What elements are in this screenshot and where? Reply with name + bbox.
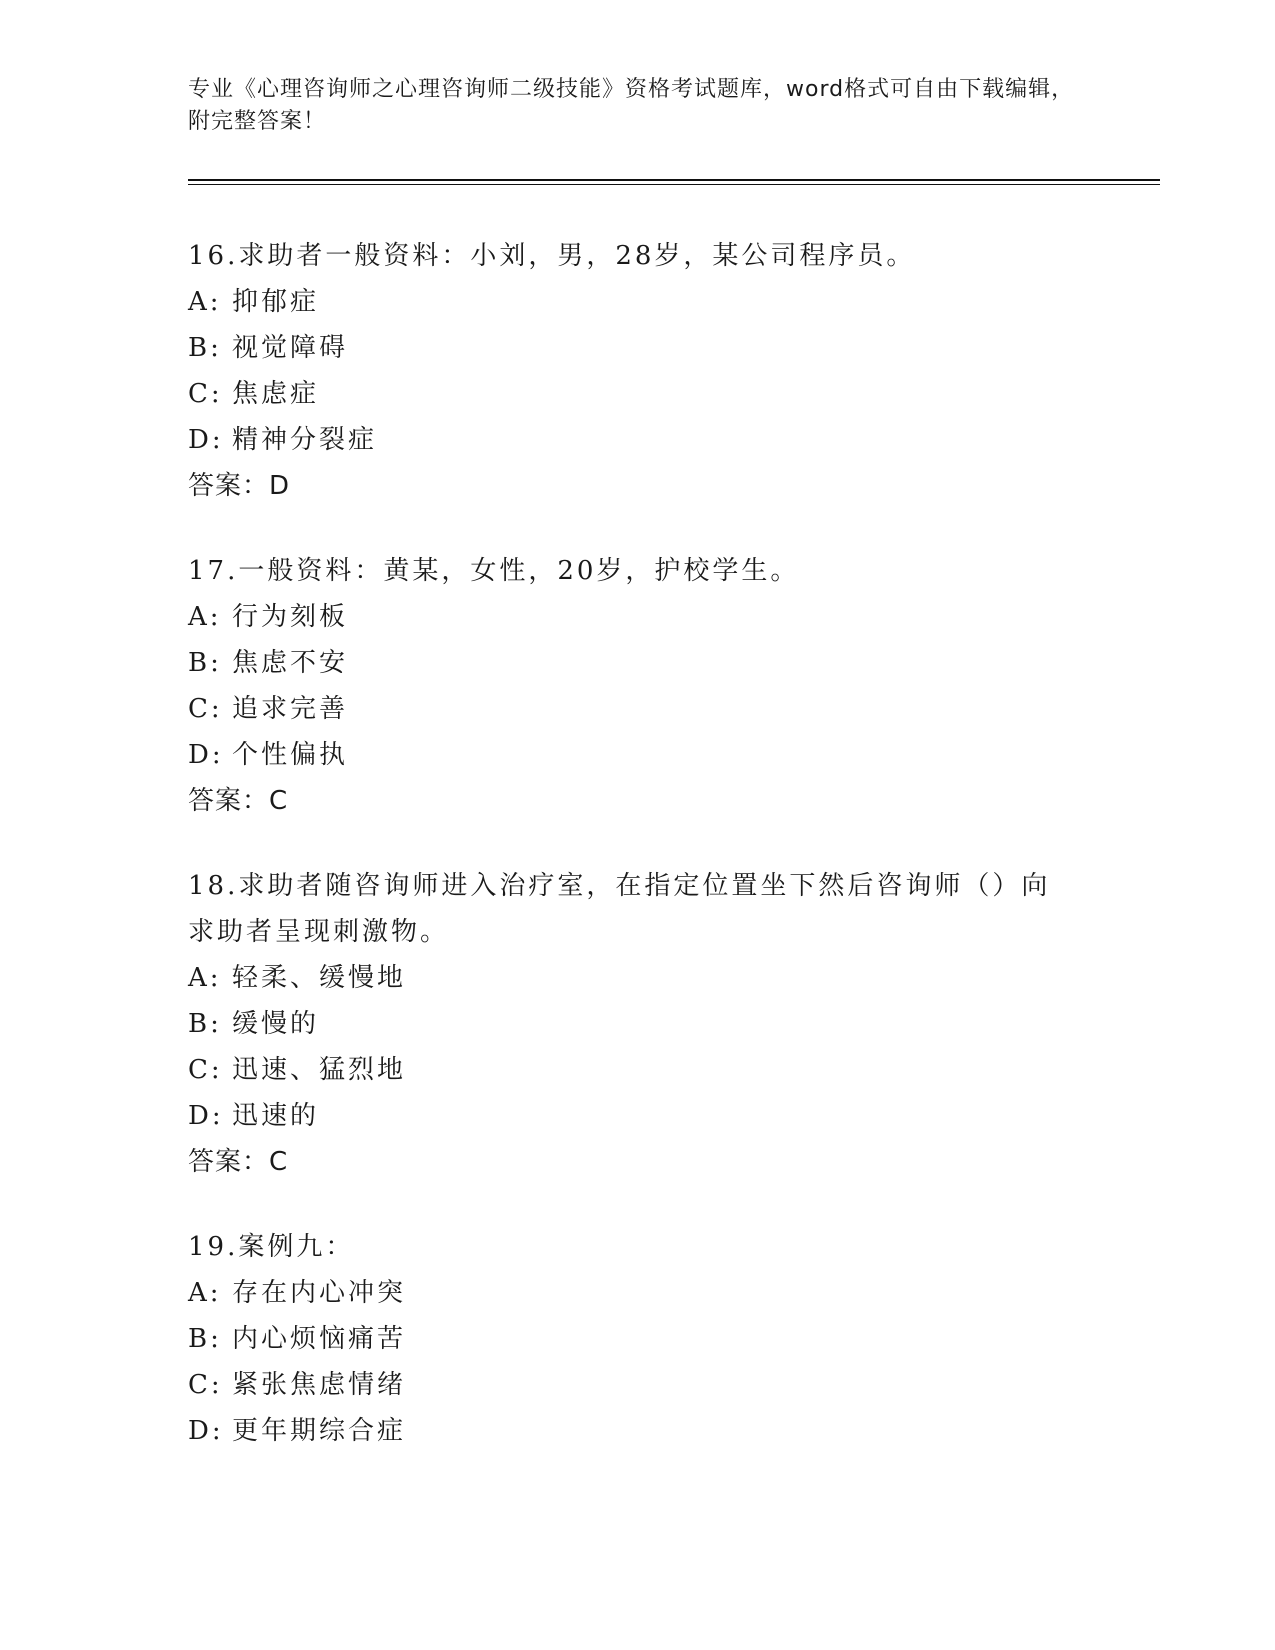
- question-stem: 19.案例九：: [188, 1232, 355, 1262]
- option-a: [188, 279, 1088, 325]
- option-text: 轻柔、缓慢地: [232, 963, 407, 993]
- option-text: 紧张焦虑情绪: [232, 1370, 407, 1400]
- option-b: [188, 1001, 1068, 1047]
- header-divider-thin: [188, 184, 1160, 185]
- document-header: 专业《心理咨询师之心理咨询师二级技能》资格考试题库，word格式可自由下载编辑，附完整答案！: [188, 77, 1075, 134]
- option-d: [188, 1408, 1088, 1454]
- option-text: 追求完善: [232, 694, 349, 724]
- option-letter: B:: [188, 1324, 222, 1354]
- option-d: [188, 1093, 1068, 1139]
- header-divider-thick: [188, 179, 1160, 181]
- question-19: [188, 1224, 1088, 1454]
- option-text: 迅速的: [232, 1101, 320, 1131]
- option-letter: C:: [188, 1055, 223, 1085]
- option-text: 精神分裂症: [232, 425, 378, 455]
- option-letter: B:: [188, 648, 222, 678]
- option-letter: C:: [188, 1370, 223, 1400]
- option-text: 更年期综合症: [232, 1416, 407, 1446]
- answer: 答案：C: [188, 786, 289, 816]
- answer: 答案：D: [188, 471, 291, 501]
- question-18: [188, 863, 1068, 1185]
- option-a: [188, 594, 1088, 640]
- option-letter: A:: [188, 1278, 222, 1308]
- option-letter: D:: [188, 1416, 224, 1446]
- option-b: [188, 640, 1088, 686]
- option-a: [188, 955, 1068, 1001]
- option-letter: A:: [188, 963, 222, 993]
- question-16: [188, 233, 1088, 509]
- option-letter: D:: [188, 425, 224, 455]
- option-text: 迅速、猛烈地: [232, 1055, 407, 1085]
- option-b: [188, 325, 1088, 371]
- option-text: 个性偏执: [232, 740, 349, 770]
- option-text: 内心烦恼痛苦: [232, 1324, 407, 1354]
- option-c: [188, 1047, 1068, 1093]
- option-text: 焦虑症: [232, 379, 320, 409]
- option-letter: A:: [188, 287, 222, 317]
- option-b: [188, 1316, 1088, 1362]
- option-a: [188, 1270, 1088, 1316]
- option-letter: A:: [188, 602, 222, 632]
- option-letter: D:: [188, 740, 224, 770]
- option-letter: C:: [188, 379, 223, 409]
- option-c: [188, 371, 1088, 417]
- answer: 答案：C: [188, 1147, 289, 1177]
- question-stem: 16.求助者一般资料：小刘，男，28岁，某公司程序员。: [188, 241, 916, 271]
- option-text: 存在内心冲突: [232, 1278, 407, 1308]
- option-c: [188, 1362, 1088, 1408]
- option-letter: B:: [188, 333, 222, 363]
- option-d: [188, 732, 1088, 778]
- option-c: [188, 686, 1088, 732]
- option-text: 视觉障碍: [232, 333, 349, 363]
- option-text: 焦虑不安: [232, 648, 349, 678]
- option-letter: D:: [188, 1101, 224, 1131]
- option-letter: B:: [188, 1009, 222, 1039]
- question-stem: 17.一般资料：黄某，女性，20岁，护校学生。: [188, 556, 800, 586]
- option-text: 抑郁症: [232, 287, 320, 317]
- option-text: 缓慢的: [232, 1009, 320, 1039]
- question-17: [188, 548, 1088, 824]
- option-text: 行为刻板: [232, 602, 349, 632]
- option-d: [188, 417, 1088, 463]
- option-letter: C:: [188, 694, 223, 724]
- question-stem: 18.求助者随咨询师进入治疗室，在指定位置坐下然后咨询师（）向求助者呈现刺激物。: [188, 871, 1051, 947]
